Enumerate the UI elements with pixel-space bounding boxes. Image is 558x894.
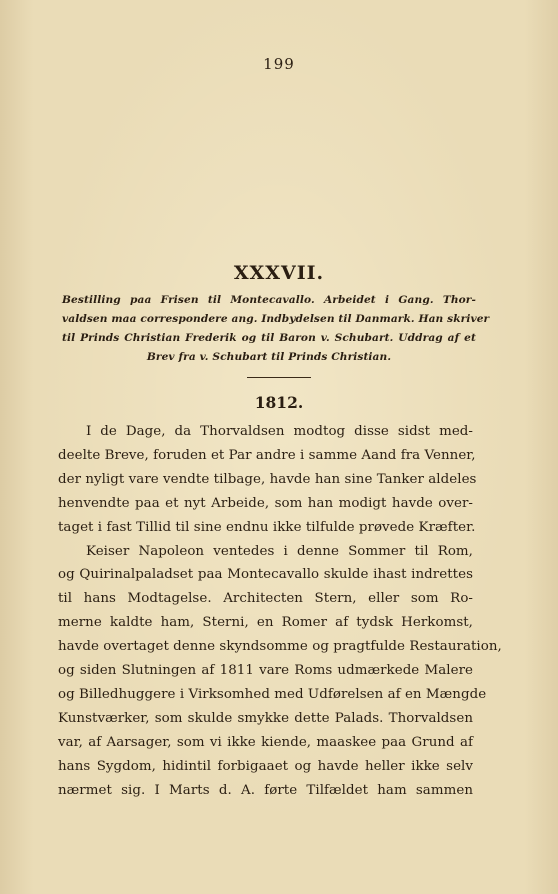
page-number: 199 [263,55,295,73]
summary-line: til Prinds Christian Frederik og til Baron v. Schubart. Uddrag af et [62,332,476,344]
body-line: I de Dage, da Thorvaldsen modtog disse sidst med- [86,424,473,439]
summary-line: Brev fra v. Schubart til Prinds Christian. [146,351,392,363]
body-line: og Billedhuggere i Virksomhed med Udførelsen af en Mængde [58,686,487,702]
year-heading: 1812. [254,393,304,412]
section-divider [247,377,311,378]
body-line: og Quirinalpaladset paa Montecavallo skulde ihast indrettes [58,567,473,583]
chapter-heading: XXXVII. [233,262,325,284]
body-line: taget i fast Tillid til sine endnu ikke tilfulde prøvede Kræfter. [58,519,476,535]
body-line: og siden Slutningen af 1811 vare Roms udmærkede Malere [58,663,473,679]
body-text [58,420,502,803]
body-line: var, af Aarsager, som vi ikke kiende, maaskee paa Grund af [58,734,473,750]
body-line: henvendte paa et nyt Arbeide, som han modigt havde over- [58,495,473,511]
body-line: nærmet sig. I Marts d. A. førte Tilfældet ham sammen [58,782,473,798]
summary-line: valdsen maa corresponderе ang. Indbydelsen til Danmark. Han skriver [62,313,490,325]
body-line: merne kaldte ham, Sterni, en Romer af tydsk Herkomst, [58,615,473,631]
body-line: der nyligt vare vendte tilbage, havde han sine Tanker aldeles [58,471,477,487]
body-line: til hans Modtagelse. Architecten Stern, eller som Ro- [58,591,473,607]
body-line: havde overtaget denne skyndsomme og pragtfulde Restauration, [58,639,502,655]
body-line: Keiser Napoleon ventedes i denne Sommer til Rom, [86,543,473,559]
body-line: hans Sygdom, hidintil forbigaaet og havde heller ikke selv [58,758,473,774]
body-line: Kunstværker, som skulde smykke dette Palads. Thorvaldsen [58,710,473,726]
chapter-summary [62,291,490,367]
body-line: deelte Breve, foruden et Par andre i samme Aand fra Venner, [58,447,476,463]
summary-line: Bestilling paa Frisen til Montecavallo. Arbeidet i Gang. Thor- [62,294,476,306]
